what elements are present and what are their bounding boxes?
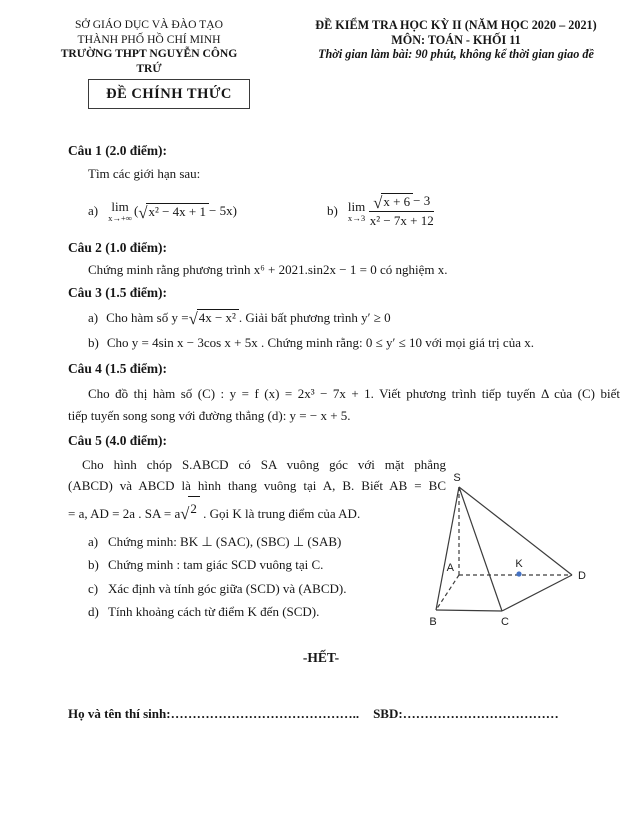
candidate-info-line bbox=[68, 706, 620, 722]
question-3b: b) Cho y = 4sin x − 3cos x + 5x . Chứng minh rằng: 0 ≤ y′ ≤ 10 với mọi giá trị của x. bbox=[88, 335, 534, 350]
radical-sign: √ bbox=[138, 202, 148, 222]
question-1-intro: Tìm các giới hạn sau: bbox=[88, 166, 201, 181]
header-exam-block bbox=[300, 18, 612, 62]
radical-expression: √ x + 6 bbox=[373, 193, 413, 210]
question-1-formulas bbox=[68, 188, 620, 234]
exam-subject: MÔN: TOÁN - KHỐI 11 bbox=[391, 32, 521, 47]
question-1-heading: Câu 1 (2.0 điểm): bbox=[68, 143, 167, 158]
candidate-number-label: SBD:……………………………… bbox=[373, 706, 559, 721]
edge-BC bbox=[436, 610, 502, 611]
exam-title: ĐỀ KIỂM TRA HỌC KỲ II (NĂM HỌC 2020 – 2021) bbox=[315, 18, 597, 32]
radical-expression: √ 4x − x² bbox=[189, 309, 239, 326]
question-3-heading: Câu 3 (1.5 điểm): bbox=[68, 285, 167, 300]
department-line: SỞ GIÁO DỤC VÀ ĐÀO TẠO bbox=[74, 18, 224, 31]
limit-b-formula bbox=[327, 188, 436, 234]
point-label-k: K bbox=[515, 558, 523, 570]
fraction-numerator: √ x + 6 − 3 bbox=[369, 193, 434, 212]
city-line: THÀNH PHỐ HỒ CHÍ MINH bbox=[77, 32, 221, 46]
header-school-block bbox=[55, 18, 243, 80]
fraction-denominator: x² − 7x + 12 bbox=[369, 213, 434, 228]
exam-body bbox=[68, 143, 620, 628]
q5-item-a: a) Chứng minh: BK ⊥ (SAC), (SBC) ⊥ (SAB) bbox=[88, 533, 342, 549]
q5-item-c: c) Xác định và tính góc giữa (SCD) và (ABCD). bbox=[88, 580, 347, 596]
vertex-label-c: C bbox=[501, 616, 509, 628]
exam-duration: Thời gian làm bài: 90 phút, không kể thời gian giao đề bbox=[318, 47, 594, 61]
edge-SC bbox=[459, 487, 502, 611]
school-name: TRƯỜNG THPT NGUYỄN CÔNG TRỨ bbox=[60, 47, 238, 75]
item-a-label: a) bbox=[88, 203, 99, 218]
pyramid-figure bbox=[421, 456, 606, 634]
q5-item-b: b) Chứng minh : tam giác SCD vuông tại C. bbox=[88, 557, 324, 573]
item-b-label: b) bbox=[327, 203, 338, 218]
radical-expression: √ x² − 4x + 1 bbox=[138, 203, 209, 220]
vertex-label-s: S bbox=[453, 472, 461, 484]
limit-operator: lim x→+∞ bbox=[108, 198, 132, 223]
radical-sign: √ bbox=[373, 193, 383, 213]
official-exam-box bbox=[88, 79, 250, 109]
limit-a-formula bbox=[88, 200, 237, 223]
item-a-label: a) bbox=[88, 309, 99, 325]
question-2-heading: Câu 2 (1.0 điểm): bbox=[68, 240, 167, 255]
item-b-label: b) bbox=[88, 335, 99, 350]
official-exam-label: ĐỀ CHÍNH THỨC bbox=[106, 85, 232, 102]
point-k-dot bbox=[516, 571, 521, 576]
radical-expression: √ 2 bbox=[180, 496, 200, 521]
question-5-block bbox=[68, 454, 620, 628]
q5-paragraph-line1: Cho hình chóp S.ABCD có SA vuông góc với mặt phẳng bbox=[82, 457, 446, 472]
question-4-line2: tiếp tuyến song song với đường thẳng (d): y = − x + 5. bbox=[68, 408, 351, 423]
formula-tail: − 5x) bbox=[209, 203, 237, 218]
vertex-label-d: D bbox=[578, 570, 586, 582]
question-5-heading: Câu 5 (4.0 điểm): bbox=[68, 433, 167, 448]
question-4-heading: Câu 4 (1.5 điểm): bbox=[68, 361, 167, 376]
candidate-name-label: Họ và tên thí sinh:…………………………………….. bbox=[68, 706, 360, 721]
open-paren: ( bbox=[133, 203, 139, 218]
end-of-exam-mark: -HẾT- bbox=[302, 650, 340, 665]
limit-operator: lim x→3 bbox=[347, 198, 366, 223]
q5-paragraph-line3: = a, AD = 2a . SA = a √ 2 . Gọi K là trung điểm của AD. bbox=[68, 496, 446, 526]
q5-item-d: d) Tính khoảng cách từ điểm K đến (SCD). bbox=[88, 604, 320, 620]
fraction bbox=[369, 193, 434, 229]
q5-paragraph-line2: (ABCD) và ABCD là hình thang vuông tại A, B. Biết AB = BC bbox=[68, 478, 446, 493]
question-5-text-column bbox=[68, 454, 446, 620]
question-4-line1: Cho đồ thị hàm số (C) : y = f (x) = 2x³ − 7x + 1. Viết phương trình tiếp tuyến Δ của (C) biết bbox=[88, 386, 620, 401]
edge-SB bbox=[436, 487, 459, 610]
radical-sign: √ bbox=[188, 309, 198, 329]
question-3a: a) Cho hàm số y = √ 4x − x² . Giải bất phương trình y′ ≥ 0 bbox=[88, 309, 391, 329]
vertex-label-a: A bbox=[446, 562, 454, 574]
radical-sign: √ bbox=[180, 504, 190, 524]
question-2-text: Chứng minh rằng phương trình x⁶ + 2021.sin2x − 1 = 0 có nghiệm x. bbox=[88, 262, 448, 277]
edge-CD bbox=[502, 575, 572, 611]
vertex-label-b: B bbox=[429, 616, 437, 628]
